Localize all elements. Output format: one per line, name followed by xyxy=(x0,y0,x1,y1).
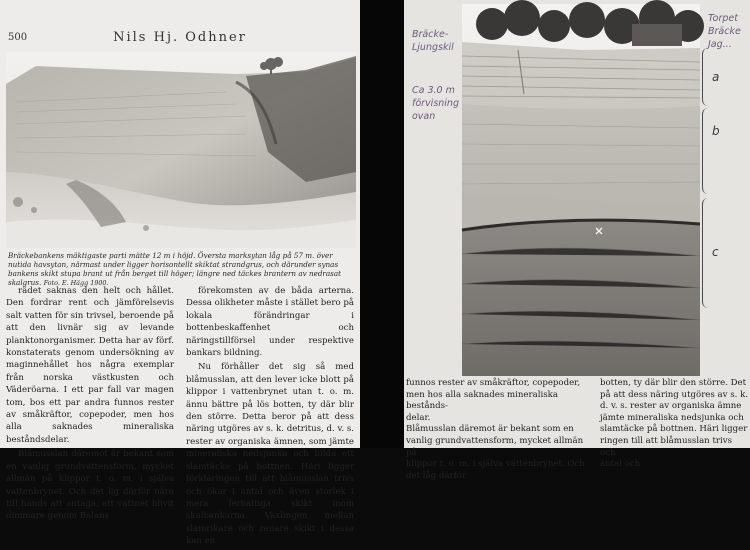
layer-label-b: b xyxy=(712,124,720,138)
text-line: ringen till att blåmusslan trivs och xyxy=(600,435,733,458)
text-line: d. v. s. rester av organiska ämne xyxy=(600,401,742,412)
right-page xyxy=(404,0,750,481)
text-line: på att dess näring utgöres av s. k. xyxy=(600,389,749,400)
text-line: jämte mineraliska nedsjunka och xyxy=(600,412,744,423)
body-column-2 xyxy=(186,285,354,550)
page-number: 500 xyxy=(8,32,28,43)
stratified-bank-photo xyxy=(462,4,700,376)
gravel-pit-illustration xyxy=(6,52,356,248)
handwritten-note-left xyxy=(412,28,459,123)
handwritten-line xyxy=(412,54,456,84)
left-page xyxy=(0,0,360,547)
handwritten-line: Bräcke- xyxy=(412,29,449,40)
caption-text: Bräckebankens mäktigaste parti mätte 12 m i höjd. Översta marksytan låg på 57 m. över nutida havsytan, närmast under ligger horisontellt skiktat strandgrus, och därunder synas bankens skikt stupa brant ut från berget till höger; längre ned täckes brantern av nedrasat skalgrus. xyxy=(8,251,342,287)
text-line: det låg därför xyxy=(406,470,467,481)
strip-column-1 xyxy=(406,378,586,482)
body-column-1 xyxy=(6,285,174,525)
text-line: vanlig grundvattensform, mycket allmän på xyxy=(406,435,584,458)
layer-brace-c xyxy=(702,198,711,308)
layer-label-a: a xyxy=(712,70,720,84)
handwritten-line: Bräcke xyxy=(708,26,741,37)
text-line: Blåmusslan däremot är bekant som en xyxy=(406,424,574,435)
paragraph: Blåmusslan däremot är bekant som en vanlig grundvattensform, mycket allmän på klippor t. o. m. i själva vattenbrynet. Och det lig därför nära till hands att antaga, att vattnet blivit dimmare genom Balans xyxy=(6,449,174,522)
handwritten-note-right xyxy=(708,12,748,51)
text-line: men hos alla saknades mineraliska bestånds- xyxy=(406,389,558,412)
text-line: slamtäcke på bottnen. Häri ligger xyxy=(600,424,748,435)
handwritten-line: Torpet xyxy=(708,13,738,24)
layer-brace-b xyxy=(702,108,711,194)
photo-credit: Foto. E. Hägg 1900. xyxy=(43,279,109,287)
book-gutter xyxy=(360,0,404,448)
paragraph: rädet saknas den helt och hållet. Den fordrar rent och jämförelsevis salt vatten för sin trivsel, beroende på att den livnär sig av levande planktonorganismer. Detta har av förf. konstaterats genom undersökning av maginnehållet hos några exemplar från norska västkusten och Väderöarna. I ett par fall var magen tom, bos ett par andra funnos rester av småkräftor, copepoder, men hos alla saknades mineraliska beståndsdelar. xyxy=(6,286,174,445)
running-head: Nils Hj. Odhner xyxy=(113,30,247,45)
text-line: antal och xyxy=(600,459,641,470)
text-line: klippor t. o. m. i själva vattenbrynet. Och xyxy=(406,459,585,470)
handwritten-line: förvisning xyxy=(412,98,459,109)
handwritten-line: Ljungskil xyxy=(412,42,454,53)
stratified-bank-illustration xyxy=(462,4,700,376)
paragraph: Nu förhåller det sig så med blåmusslan, att den lever icke blott på klippor i vattenbrynet utan t. o. m. ännu bättre på lös botten, ty där blir den större. Detta beror på att dess näring utgöres av s. k. detritus, d. v. s. rester av organiska ämnen, som jämte mineraliska nedsjunka och bilda ett slamtäcke på bottnen. Häri ligger förklaringen till att blåmusslan trivs och ökar i antal och även storlek i mera lerhaltiga skikt inom skalbankarna. Växlingen mellan slamrikare och renare skikt i dessa kan en xyxy=(186,362,354,547)
text-line: funnos rester av småkräftor, copepoder, xyxy=(406,378,581,388)
text-line: botten, ty där blir den större. Det xyxy=(600,378,747,388)
handwritten-line: Jag... xyxy=(708,39,732,50)
text-line: delar. xyxy=(406,412,431,423)
handwritten-line: ovan xyxy=(412,111,436,122)
layer-label-c: c xyxy=(712,245,719,259)
layer-brace-a xyxy=(702,48,711,106)
photo-caption xyxy=(8,251,352,288)
paragraph: förekomsten av de båda arterna. Dessa olikheter måste i stället bero på lokala förändringar i bottenbeskaffenhet och näringstillförsel under respektive bankars bildning. xyxy=(186,286,354,359)
handwritten-line: Ca 3.0 m xyxy=(412,85,455,96)
gravel-pit-photo xyxy=(6,52,356,248)
strip-column-2 xyxy=(600,378,750,471)
